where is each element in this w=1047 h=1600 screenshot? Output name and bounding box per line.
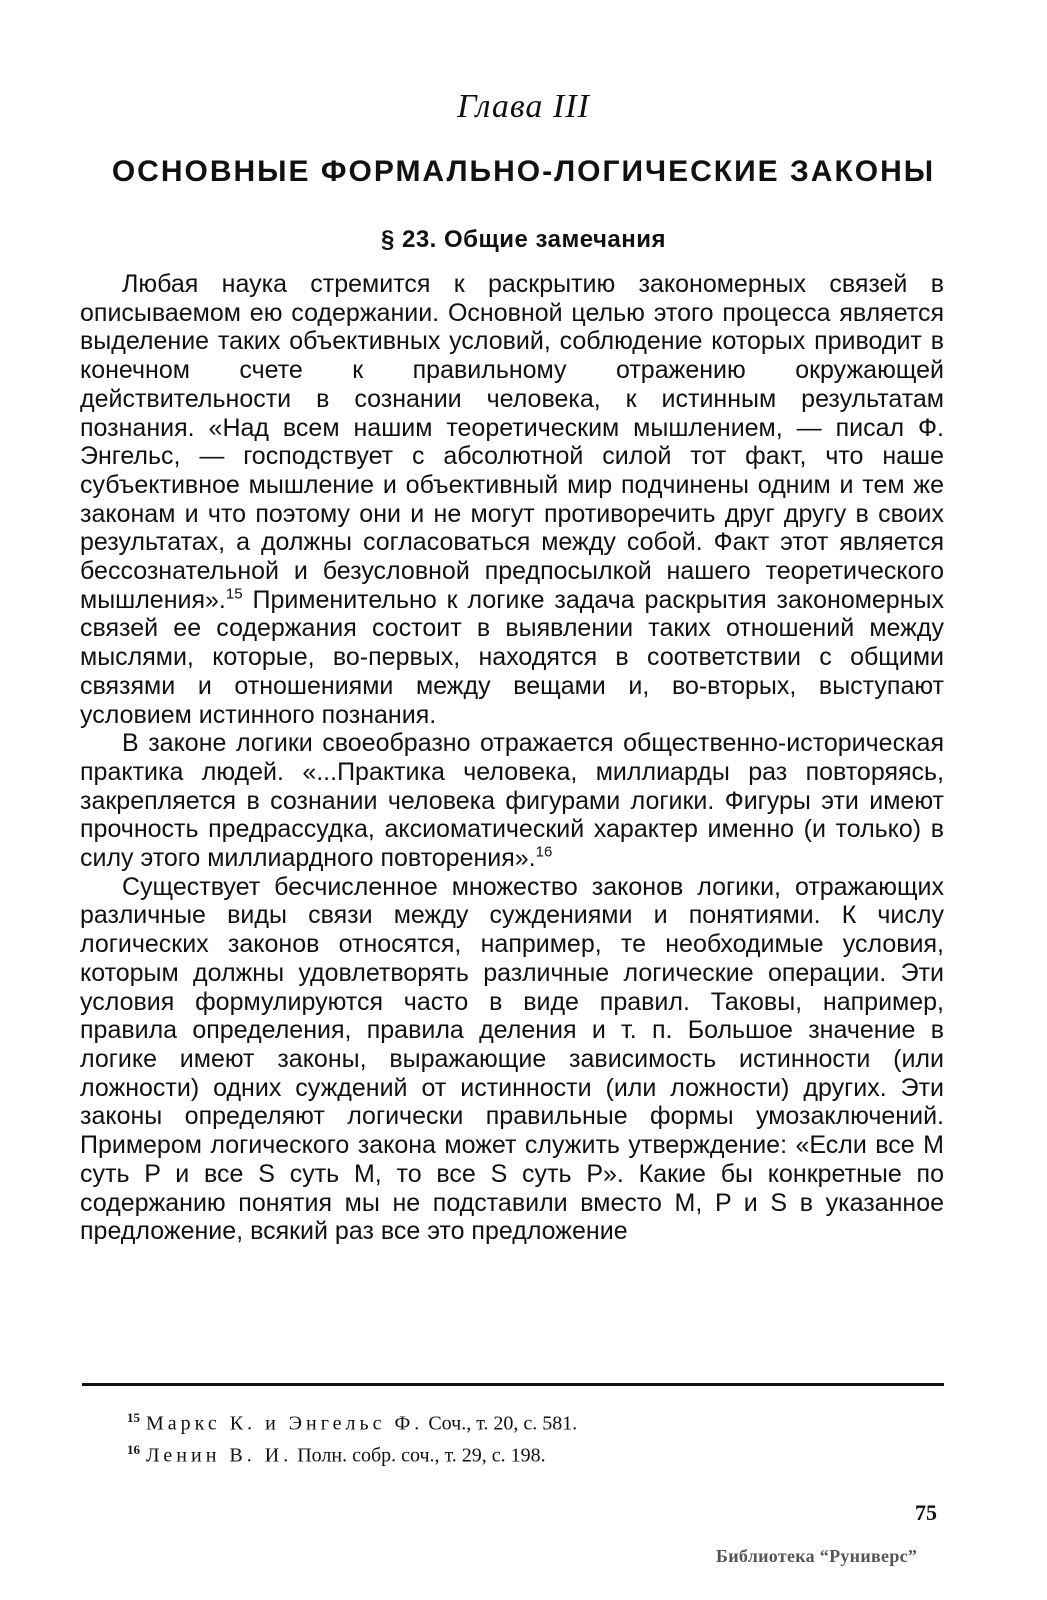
footnote-item <box>127 1405 577 1437</box>
footnote-author: Маркс К. и Энгельс Ф. <box>146 1412 424 1435</box>
paragraph-1-part-b: Применительно к логике задача раскрытия закономерных связей ее содержания состоит в выявлении таких отношений между мыслями, которые, во-первых, находятся в соответствии с общими связями и отношениями между вещами и, во-вторых, выступают условием истинного познания. <box>80 585 944 729</box>
section-heading: § 23. Общие замечания <box>380 226 667 253</box>
footnote-source: Полн. собр. соч., т. 29, с. 198. <box>297 1444 546 1467</box>
footnote-author: Ленин В. И. <box>146 1444 293 1467</box>
library-watermark: Библиотека “Руниверс” <box>716 1546 918 1566</box>
body-text <box>80 270 944 1246</box>
footnote-number: 15 <box>127 1410 140 1425</box>
footnote-ref-16: 16 <box>535 843 553 861</box>
footnote-number: 16 <box>127 1441 140 1457</box>
footnote-divider <box>82 1383 944 1386</box>
chapter-heading: Глава III <box>457 88 590 125</box>
footnote-ref-15: 15 <box>225 585 243 603</box>
footnotes <box>127 1405 577 1468</box>
paragraph-1-part-a: Любая наука стремится к раскрытию закономерных связей в описываемом ею содержании. Основной целью этого процесса является выделение таких объективных условий, соблюдение которых приводит в конечном счете к правильному отражению окружающей действительности в сознании человека, к истинным результатам познания. «Над всем нашим теоретическим мышлением, — писал Ф. Энгельс, — господствует с абсолютной силой тот факт, что наше субъективное мышление и объективный мир подчинены одним и тем же законам и что поэтому они и не могут противоречить друг другу в своих результатах, а должны согласоваться между собой. Факт этот является бессознательной и безусловной предпосылкой нашего теоретического мышления». <box>80 270 944 614</box>
chapter-title: ОСНОВНЫЕ ФОРМАЛЬНО-ЛОГИЧЕСКИЕ ЗАКОНЫ <box>111 155 936 188</box>
paragraph-2-text: В законе логики своеобразно отражается общественно-историческая практика людей. «...Практика человека, миллиарды раз повторяясь, закрепляется в сознании человека фигурами логики. Фигуры эти имеют прочность предрассудка, аксиоматический характер именно (и только) в силу этого миллиардного повторения». <box>80 729 944 873</box>
paragraph-3: Существует бесчисленное множество законов логики, отражающих различные виды связи между суждениями и понятиями. К числу логических законов относятся, например, те необходимые условия, которым должны удовлетворять различные логические операции. Эти условия формулируются часто в виде правил. Таковы, например, правила определения, правила деления и т. п. Большое значение в логике имеют законы, выражающие зависимость истинности (или ложности) одних суждений от истинности (или ложности) других. Эти законы определяют логически правильные формы умозаключений. Примером логического закона может служить утверждение: «Если все M суть P и все S суть M, то все S суть P». Какие бы конкретные по содержанию понятия мы не подставили вместо M, P и S в указанное предложение, всякий раз все это предложение <box>80 872 944 1246</box>
page-number: 75 <box>915 1500 937 1525</box>
paragraph-2 <box>80 729 944 873</box>
footnote-source: Соч., т. 20, с. 581. <box>428 1412 578 1435</box>
paragraph-1 <box>80 270 944 729</box>
footnote-item <box>127 1437 577 1469</box>
